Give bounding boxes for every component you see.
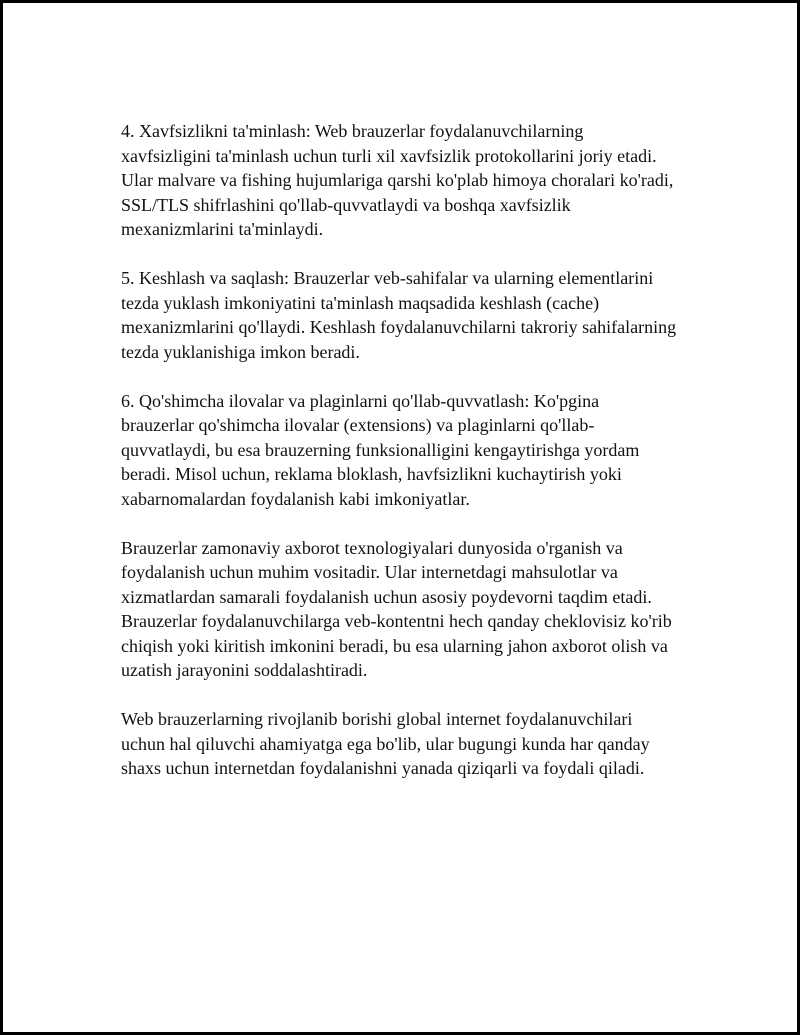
paragraph-security: 4. Xavfsizlikni ta'minlash: Web brauzerlar foydalanuvchilarning xavfsizligini ta'minlash uchun turli xil xavfsizlik protokollarini joriy etadi. Ular malvare va fishing hujumlariga qarshi ko'plab himoya choralari ko'radi, SSL/TLS shifrlashini qo'llab-quvvatlaydi va boshqa xavfsizlik mexanizmlarini ta'minlaydi. — [121, 121, 674, 239]
paragraph-extensions: 6. Qo'shimcha ilovalar va plaginlarni qo'llab-quvvatlash: Ko'pgina brauzerlar qo'shimcha ilovalar (extensions) va plaginlarni qo'llab- quvvatlaydi, bu esa brauzerning funksionalligini kengaytirishga yordam beradi. Misol uchun, reklama bloklash, havfsizlikni kuchaytirish yoki xabarnomalardan foydalanish kabi imkoniyatlar. — [121, 390, 640, 509]
paragraph-conclusion: Web brauzerlarning rivojlanib borishi global internet foydalanuvchilari uchun hal qiluvchi ahamiyatga ega bo'lib, ular bugungi kunda har qanday shaxs uchun internetdan foydalanishni yanada qiziqarli va foydali qiladi. — [121, 709, 650, 778]
document-body — [121, 119, 701, 805]
paragraph-importance: Brauzerlar zamonaviy axborot texnologiyalari dunyosida o'rganish va foydalanish uchun muhim vositadir. Ular internetdagi mahsulotlar va xizmatlardan samarali foydalanish uchun asosiy poydevorni taqdim etadi. Brauzerlar foydalanuvchilarga veb-kontentni hech qanday cheklovisiz ko'rib chiqish yoki kiritish imkonini beradi, bu esa ularning jahon axborot olish va uzatish jarayonini soddalashtiradi. — [121, 537, 672, 680]
paragraph-caching: 5. Keshlash va saqlash: Brauzerlar veb-sahifalar va ularning elementlarini tezda yuklash imkoniyatini ta'minlash maqsadida keshlash (cache) mexanizmlarini qo'llaydi. Keshlash foydalanuvchilarni takroriy sahifalarning tezda yuklanishiga imkon beradi. — [121, 268, 677, 362]
